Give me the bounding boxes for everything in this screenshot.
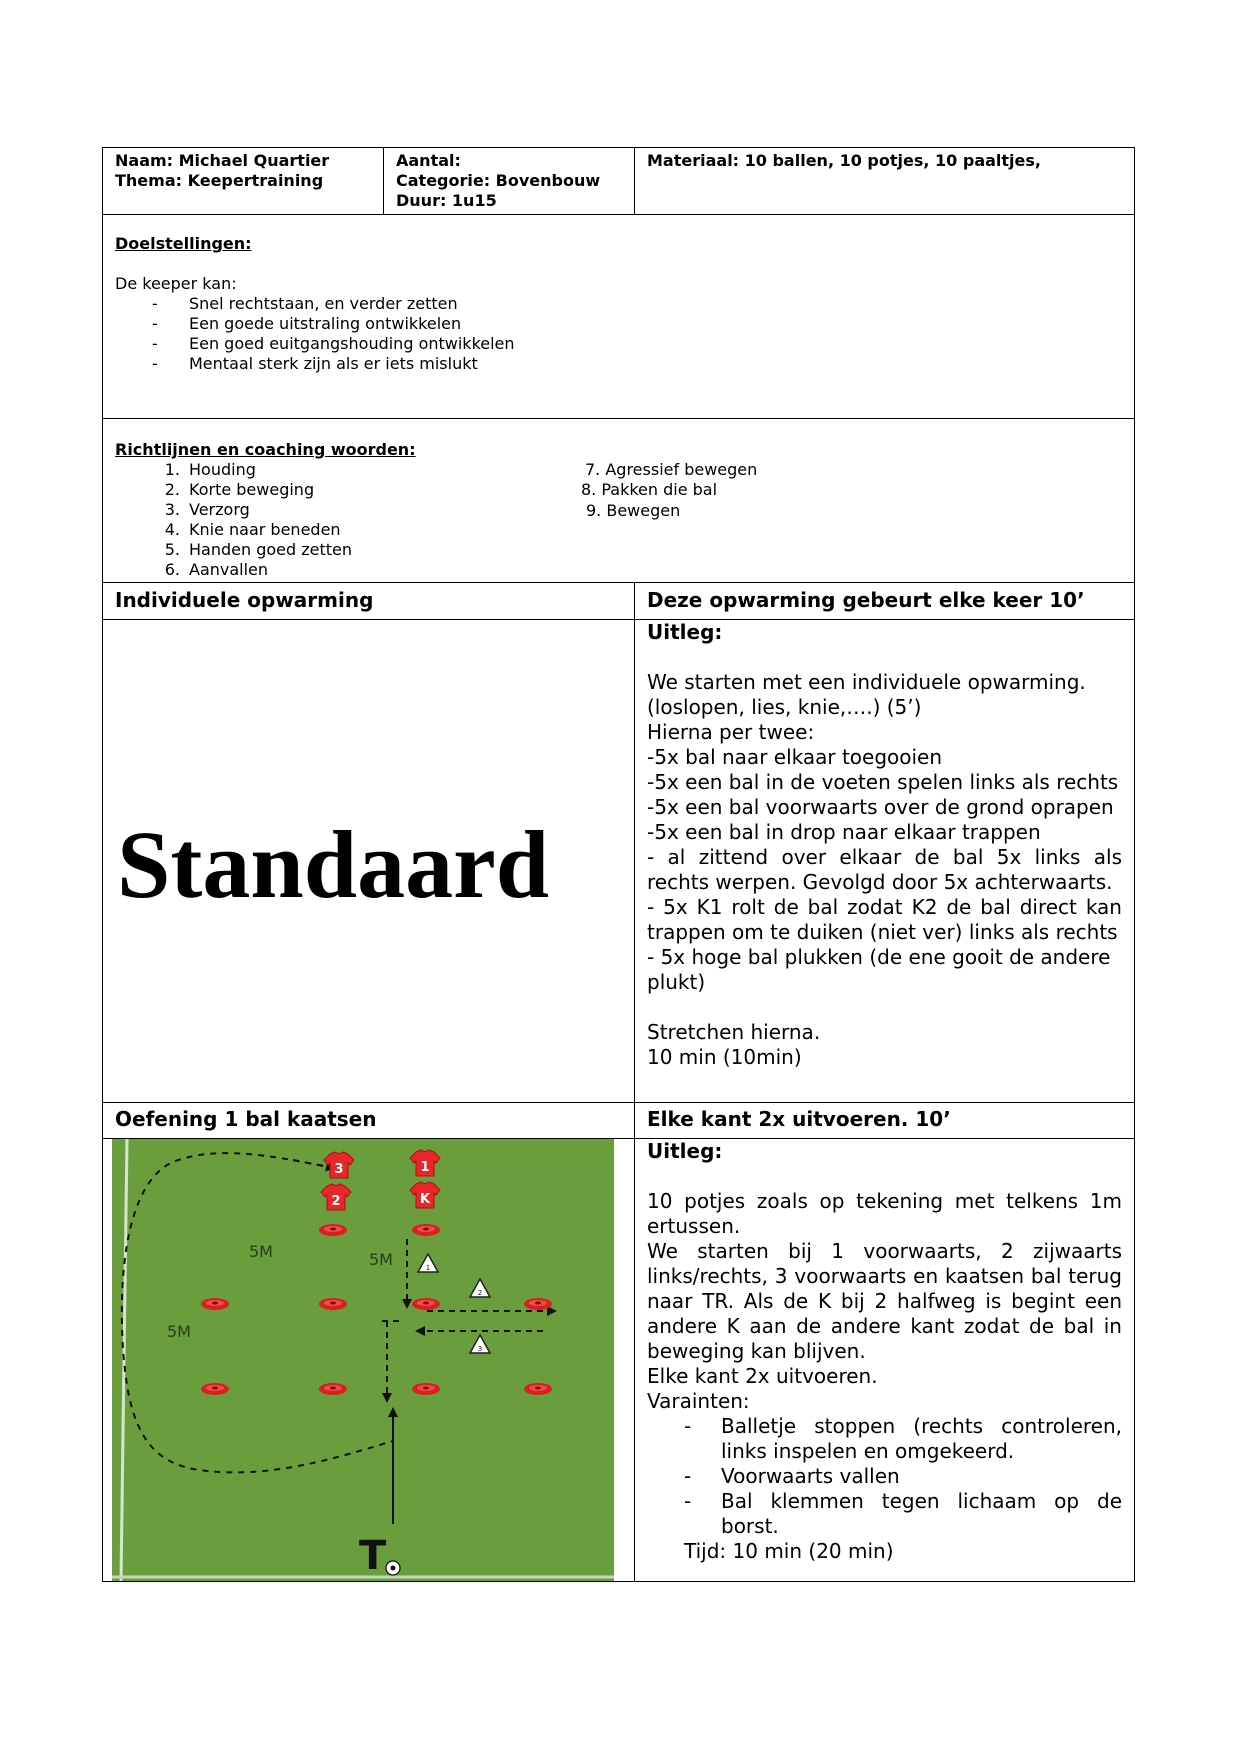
objective-item: - Een goed euitgangshouding ontwikkelen <box>152 334 515 353</box>
warmup-line: Hierna per twee: <box>647 720 815 744</box>
shirt-label: 3 <box>334 1162 344 1177</box>
exercise-uitleg: Uitleg: <box>647 1139 723 1163</box>
exercise-title: Oefening 1 bal kaatsen <box>115 1107 377 1131</box>
warmup-line: -5x een bal voorwaarts over de grond oprapen <box>647 795 1114 819</box>
header-material-cell <box>634 147 1135 215</box>
distance-label: 5M <box>249 1242 273 1261</box>
header-count-cell <box>383 147 635 215</box>
exercise-diagram-cell <box>102 1138 635 1582</box>
name-text: Naam: Michael Quartier <box>115 151 330 170</box>
warmup-stretch: Stretchen hierna. <box>647 1020 821 1044</box>
warmup-line: We starten met een individuele opwarming. <box>647 670 1086 694</box>
exercise-subtitle: Elke kant 2x uitvoeren. 10’ <box>647 1107 951 1131</box>
warmup-line: -5x bal naar elkaar toegooien <box>647 745 943 769</box>
guideline-item: 3. Verzorg <box>164 500 250 519</box>
warmup-text-cell <box>634 619 1135 1103</box>
variant-item: - Bal klemmen tegen lichaam op de borst. <box>684 1489 1122 1538</box>
guideline-item: 1. Houding <box>164 460 256 479</box>
distance-label: 5M <box>167 1322 191 1341</box>
field-diagram <box>103 1139 634 1581</box>
guideline-item: 4. Knie naar beneden <box>164 520 341 539</box>
guideline-item: 2. Korte beweging <box>164 480 315 499</box>
trainer-label: T <box>359 1533 387 1579</box>
guidelines-title: Richtlijnen en coaching woorden: <box>115 440 416 459</box>
warmup-time: 10 min (10min) <box>647 1045 802 1069</box>
guideline-item: 8. Pakken die bal <box>581 480 718 499</box>
variant-item: - Voorwaarts vallen <box>684 1464 900 1488</box>
exercise-title-cell <box>102 1102 635 1139</box>
category-text: Categorie: Bovenbouw <box>396 171 601 190</box>
guideline-item: 7. Agressief bewegen <box>585 460 758 479</box>
count-text: Aantal: <box>396 151 461 170</box>
variant-item: - Balletje stoppen (rechts controleren, links inspelen en omgekeerd. <box>684 1414 1122 1463</box>
exercise-paragraph: We starten bij 1 voorwaarts, 2 zijwaarts links/rechts, 3 voorwaarts en kaatsen bal terug naar TR. Als de K bij 2 halfweg is begint een andere K aan de andere kant zodat de bal in beweging kan blijven. <box>647 1239 1122 1363</box>
distance-label: 5M <box>369 1250 393 1269</box>
warmup-subtitle-cell <box>634 582 1135 620</box>
theme-text: Thema: Keepertraining <box>115 171 324 190</box>
objectives-cell <box>102 214 1135 419</box>
guideline-item: 9. Bewegen <box>586 501 681 520</box>
warmup-subtitle: Deze opwarming gebeurt elke keer 10’ <box>647 588 1085 612</box>
marker-label: 1 <box>425 1264 431 1272</box>
ball-icon <box>386 1561 400 1575</box>
objective-item: - Mentaal sterk zijn als er iets mislukt <box>152 354 478 373</box>
field-background <box>112 1139 614 1581</box>
session-sheet <box>102 147 1135 1582</box>
warmup-title-cell <box>102 582 635 620</box>
objective-item: - Een goede uitstraling ontwikkelen <box>152 314 462 333</box>
guideline-item: 5. Handen goed zetten <box>164 540 353 559</box>
standaard-label: Standaard <box>117 811 550 918</box>
header-name-cell <box>102 147 384 215</box>
warmup-line: (loslopen, lies, knie,….) (5’) <box>647 695 922 719</box>
shirt-label: K <box>419 1192 431 1207</box>
marker-label: 3 <box>477 1345 483 1353</box>
exercise-time: Tijd: 10 min (20 min) <box>684 1539 894 1563</box>
warmup-line: - 5x hoge bal plukken (de ene gooit de andere plukt) <box>647 945 1111 994</box>
warmup-uitleg: Uitleg: <box>647 620 723 644</box>
exercise-subtitle-cell <box>634 1102 1135 1139</box>
exercise-text-cell <box>634 1138 1135 1582</box>
objective-item: - Snel rechtstaan, en verder zetten <box>152 294 458 313</box>
marker-label: 2 <box>477 1289 483 1297</box>
objectives-title: Doelstellingen: <box>115 234 252 253</box>
duration-text: Duur: 1u15 <box>396 191 497 210</box>
shirt-label: 2 <box>331 1194 341 1209</box>
warmup-line: -5x een bal in drop naar elkaar trappen <box>647 820 1041 844</box>
exercise-paragraph: 10 potjes zoals op tekening met telkens 1m ertussen. <box>647 1189 1122 1238</box>
shirt-label: 1 <box>420 1160 430 1175</box>
warmup-title: Individuele opwarming <box>115 588 374 612</box>
variants-label: Varainten: <box>647 1389 750 1413</box>
exercise-paragraph: Elke kant 2x uitvoeren. <box>647 1364 878 1388</box>
material-text: Materiaal: 10 ballen, 10 potjes, 10 paaltjes, <box>647 151 1041 170</box>
warmup-line: - al zittend over elkaar de bal 5x links als rechts werpen. Gevolgd door 5x achterwaarts. <box>647 845 1122 894</box>
guideline-item: 6. Aanvallen <box>164 560 269 579</box>
guidelines-cell <box>102 418 1135 583</box>
objectives-intro: De keeper kan: <box>115 274 237 293</box>
warmup-line: - 5x K1 rolt de bal zodat K2 de bal direct kan trappen om te duiken (niet ver) links als rechts <box>647 895 1122 944</box>
warmup-image-cell <box>102 619 635 1103</box>
warmup-line: -5x een bal in de voeten spelen links als rechts <box>647 770 1119 794</box>
